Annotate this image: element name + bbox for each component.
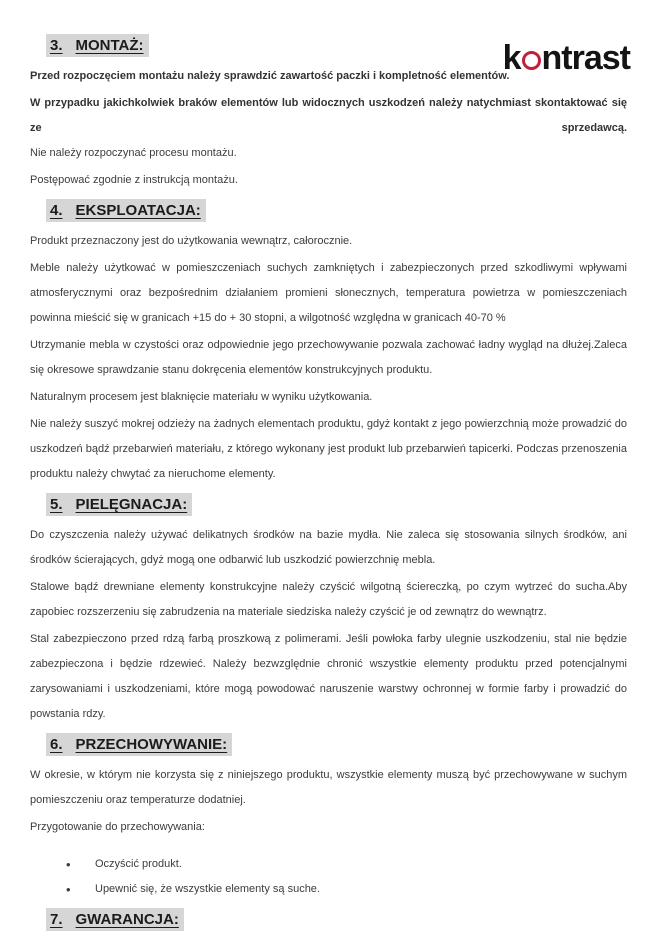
storage-preparation-list (30, 852, 627, 902)
paragraph-montaz-2-line2: Nie należy rozpoczynać procesu montażu. (30, 147, 237, 159)
section-number: 7. (50, 911, 63, 928)
section-heading-przechowywanie (46, 733, 232, 756)
document-page (0, 34, 656, 927)
section-heading-row-gwarancja (46, 908, 627, 931)
list-item (30, 877, 627, 902)
list-item-text: Upewnić się, że wszystkie elementy są suche. (95, 883, 320, 895)
logo-text-after: ntrast (541, 39, 630, 77)
section-heading-row-przechowywanie (46, 733, 627, 756)
paragraph-montaz-3: Postępować zgodnie z instrukcją montażu. (30, 174, 238, 186)
paragraph-pielegnacja-1: Do czyszczenia należy używać delikatnych środków na bazie mydła. Nie zaleca się stosowania silnych środków, ani środków ścierających, gdyż mogą one odbarwić lub uszkodzić powierzchnię mebla. (30, 529, 627, 566)
section-heading-row-eksploatacja (46, 199, 627, 222)
kontrast-logo (503, 39, 630, 77)
paragraph-eksploatacja-3: Utrzymanie mebla w czystości oraz odpowiednie jego przechowywanie pozwala zachować ładny wygląd na dłużej.Zaleca się okresowe sprawdzanie stanu dokręcenia elementów konstrukcyjnych produktu. (30, 339, 627, 376)
paragraph-przechowywanie-1: W okresie, w którym nie korzysta się z niniejszego produktu, wszystkie elementy muszą być przechowywane w suchym pomieszczeniu oraz temperaturze dodatniej. (30, 769, 627, 806)
paragraph-eksploatacja-5: Nie należy suszyć mokrej odzieży na żadnych elementach produktu, gdyż kontakt z jego powierzchnią może prowadzić do uszkodzeń bądź przebarwień materiału, z którego wykonany jest produkt lub przebarwień tapicerki. Podczas przenoszenia produktu należy chwytać za nieruchome elementy. (30, 418, 627, 480)
paragraph-przechowywanie-2: Przygotowanie do przechowywania: (30, 821, 205, 833)
section-number: 3. (50, 37, 63, 54)
list-item-text: Oczyścić produkt. (95, 858, 182, 870)
section-heading-eksploatacja (46, 199, 206, 222)
paragraph-eksploatacja-4: Naturalnym procesem jest blaknięcie materiału w wyniku użytkowania. (30, 391, 373, 403)
paragraph-montaz-2 (30, 91, 627, 166)
section-title: GWARANCJA: (75, 911, 179, 928)
logo-text-before: k (502, 39, 521, 77)
section-title: EKSPLOATACJA: (75, 202, 201, 219)
section-number: 4. (50, 202, 63, 219)
paragraph-eksploatacja-1: Produkt przeznaczony jest do użytkowania wewnątrz, całorocznie. (30, 235, 353, 247)
list-item (30, 852, 627, 877)
section-number: 6. (50, 736, 63, 753)
section-heading-gwarancja (46, 908, 184, 931)
section-title: PRZECHOWYWANIE: (75, 736, 228, 753)
section-heading-montaz (46, 34, 149, 57)
section-heading-row-pielegnacja (46, 493, 627, 516)
paragraph-pielegnacja-3: Stal zabezpieczono przed rdzą farbą proszkową z polimerami. Jeśli powłoka farby ulegnie uszkodzeniu, stal nie będzie zabezpieczona i będzie rdzewieć. Należy bezwzględnie chronić wszystkie elementy produktu przed potencjalnymi zarysowaniami i uszkodzeniami, które mogą powodować naruszenie warstwy ochronnej w formie farby i prowadzić do powstania rdzy. (30, 633, 627, 720)
section-title: MONTAŻ: (75, 37, 144, 54)
section-number: 5. (50, 496, 63, 513)
paragraph-montaz-2-line1: W przypadku jakichkolwiek braków elementów lub widocznych uszkodzeń należy natychmiast skontaktować się ze sprzedawcą. (30, 97, 627, 134)
paragraph-pielegnacja-2: Stalowe bądź drewniane elementy konstrukcyjne należy czyścić wilgotną ściereczką, po czym wytrzeć do sucha.Aby zapobiec rozszerzeniu się zabrudzenia na materiale siedziska należy czyścić je od zewnątrz do wewnątrz. (30, 581, 627, 618)
section-title: PIELĘGNACJA: (75, 496, 188, 513)
logo-o-ring-icon (522, 51, 541, 70)
paragraph-eksploatacja-2: Meble należy użytkować w pomieszczeniach suchych zamkniętych i zabezpieczonych przed szkodliwymi wpływami atmosferycznymi oraz bezpośrednim działaniem promieni słonecznych, temperatura powietrza w pomieszczeniach powinna mieścić się w granicach +15 do + 30 stopni, a wilgotność względna w granicach 40-70 % (30, 262, 627, 324)
paragraph-montaz-1: Przed rozpoczęciem montażu należy sprawdzić zawartość paczki i kompletność elementów. (30, 70, 510, 82)
section-heading-pielegnacja (46, 493, 192, 516)
